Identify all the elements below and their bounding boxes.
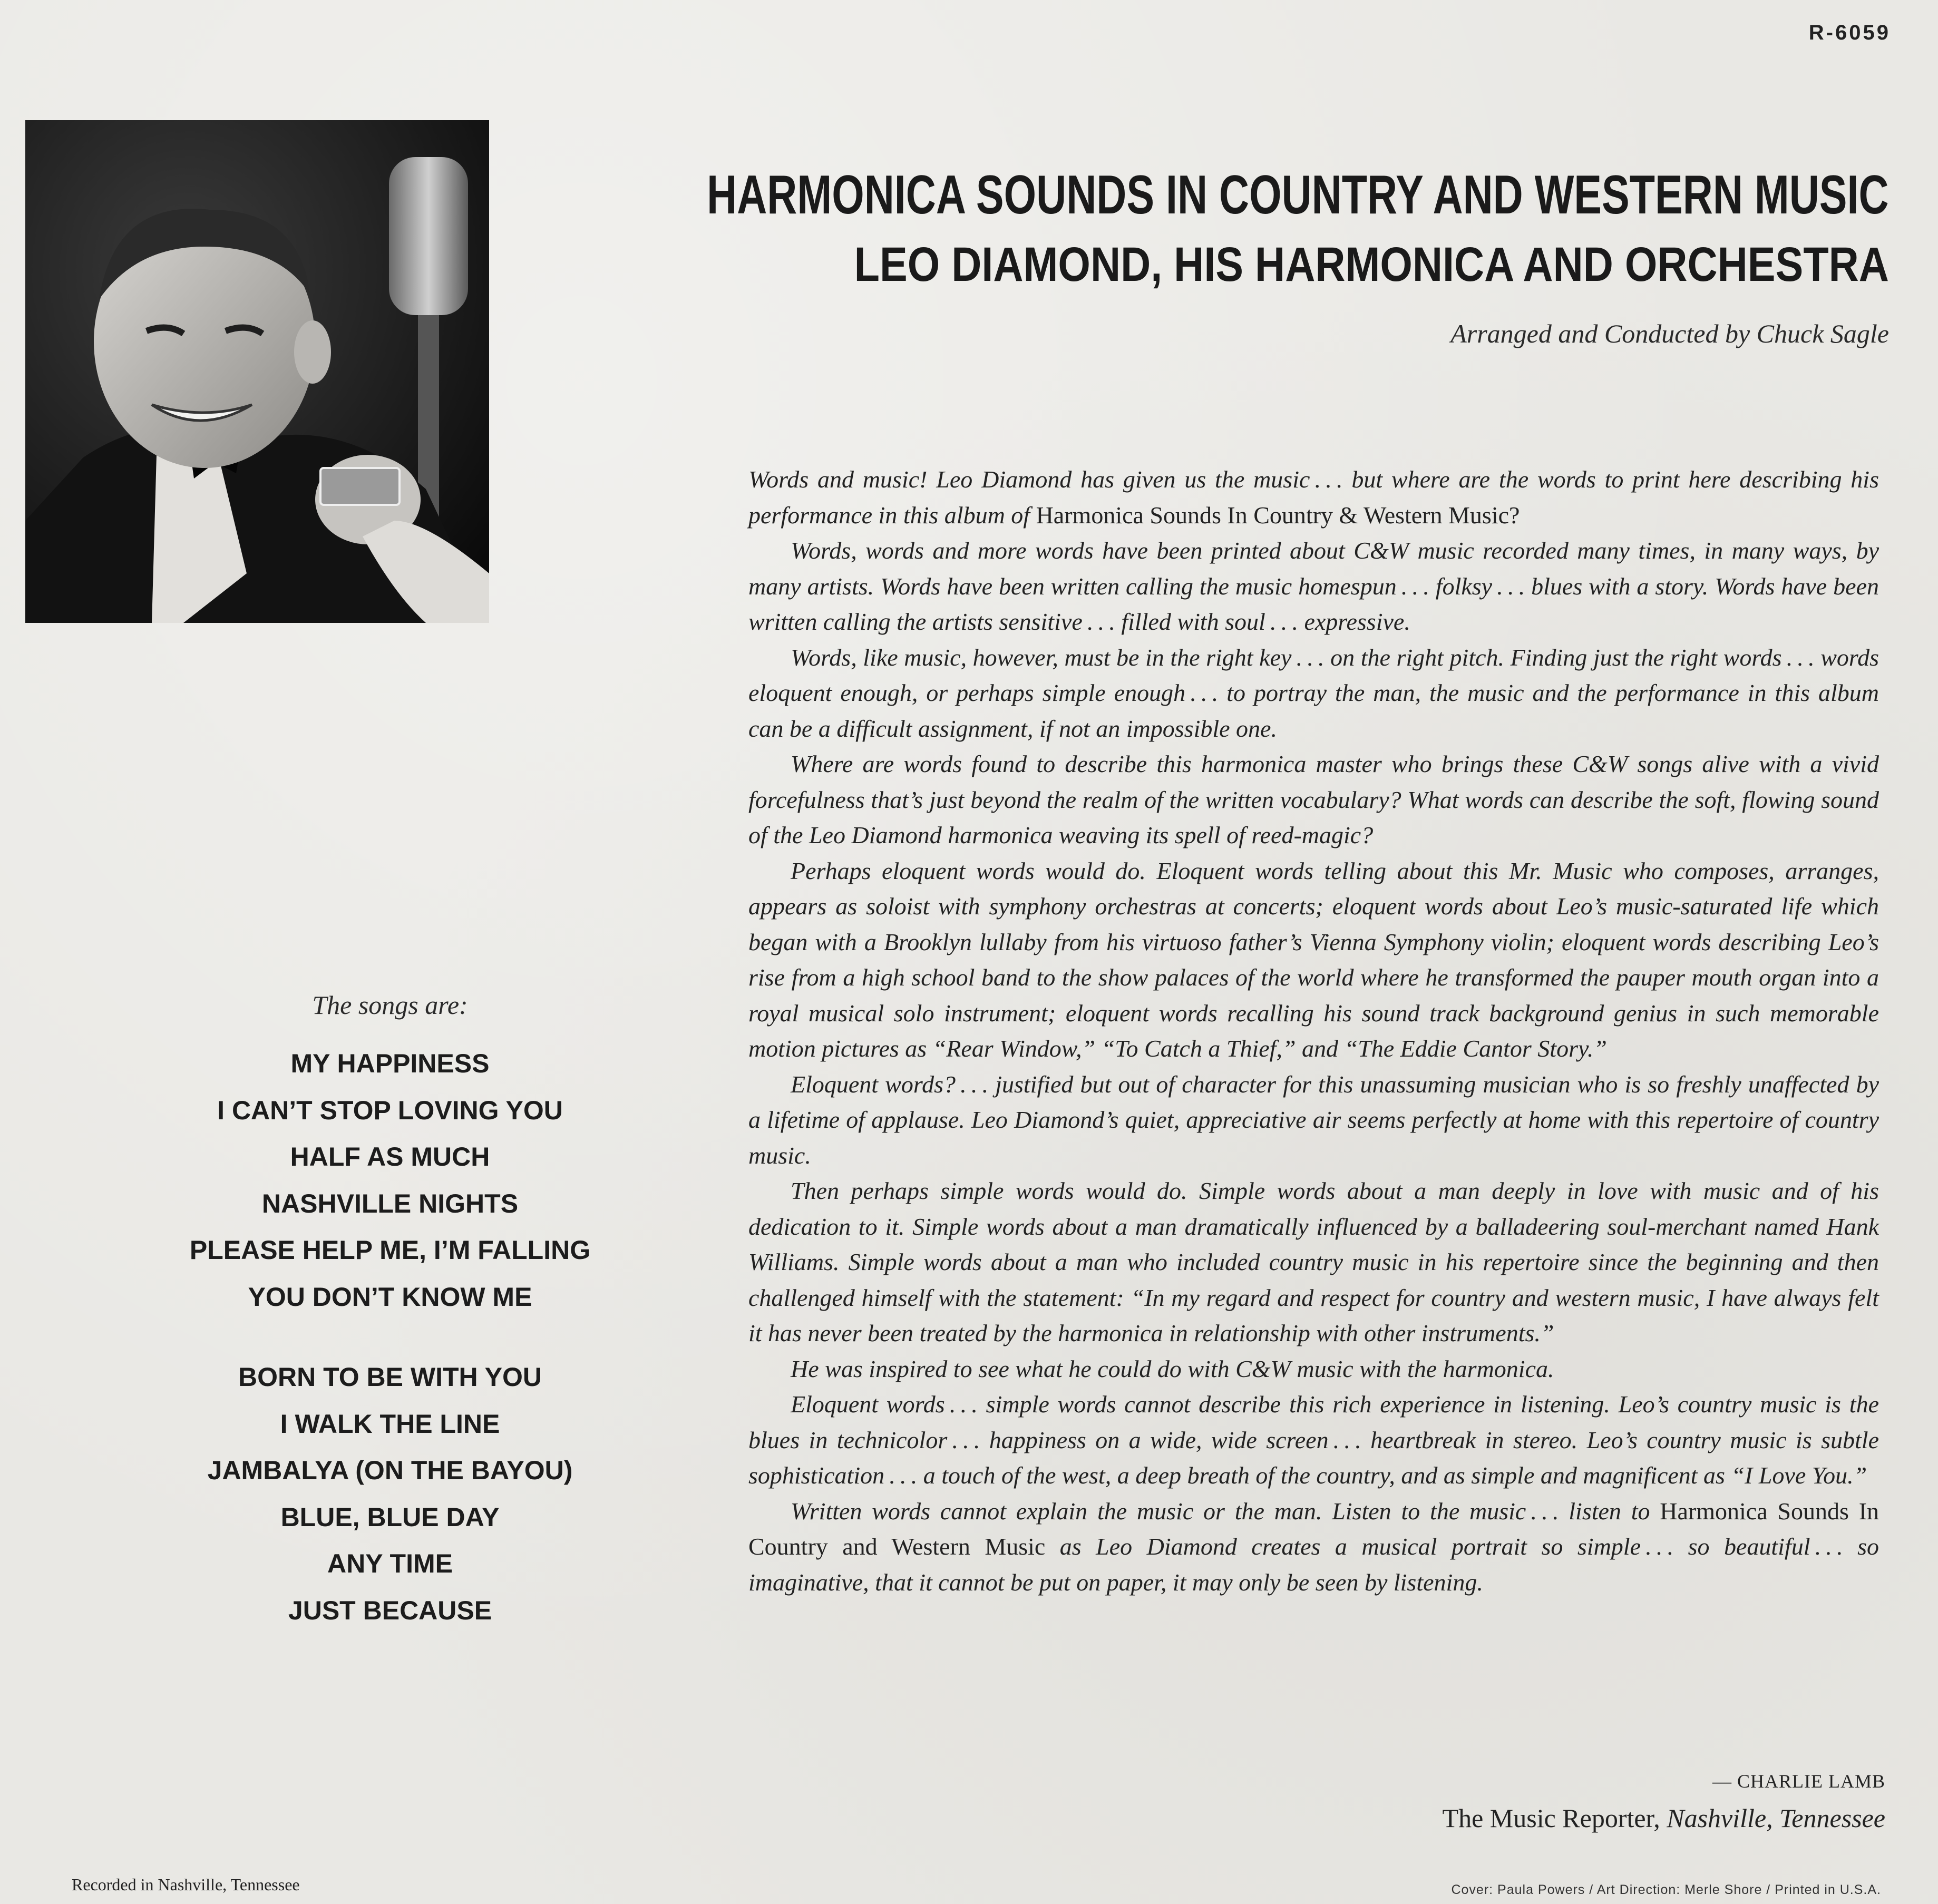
notes-signature [1443,1763,1885,1837]
song-title: BORN TO BE WITH YOU [238,1362,542,1392]
song-title: BLUE, BLUE DAY [280,1502,500,1532]
artist-photo [25,120,489,623]
artist-subtitle: LEO DIAMOND, HIS HARMONICA AND ORCHESTRA [854,238,1889,291]
notes-paragraph: Where are words found to describe this harmonica master who brings these C&W songs alive with a vivid forcefulness that’s just beyond the realm of the written vocabulary? What words can describe the soft, flowing sound of the Leo Diamond harmonica weaving its spell of reed-magic? [748,750,1879,848]
side-divider [169,1324,611,1358]
song-title: HALF AS MUCH [290,1142,490,1171]
notes-paragraph [748,1493,1879,1600]
notes-text: Written words cannot explain the music or the man. Listen to the music . . . listen to [791,1497,1660,1525]
catalog-number: R-6059 [1808,21,1891,44]
album-title-reference: Harmonica Sounds In Country & Western Music? [1036,501,1520,529]
song-list [169,987,611,1638]
song-title: MY HAPPINESS [290,1049,490,1078]
song-title: I WALK THE LINE [280,1409,500,1439]
notes-paragraph: Eloquent words? . . . justified but out of character for this unassuming musician who is so freshly unaffected by a lifetime of applause. Leo Diamond’s quiet, appreciative air seems perfectly at home with this repertoire of country music. [748,1070,1879,1169]
album-title-reference: Harmonica Sounds In Country and Western Music [748,1497,1879,1560]
notes-paragraph [748,462,1879,533]
song-list-heading: The songs are: [312,990,468,1020]
notes-paragraph: Perhaps eloquent words would do. Eloquent words telling about this Mr. Music who composes, arranges, appears as soloist with symphony orchestras at concerts; eloquent words about Leo’s music-saturated life which began with a Brooklyn lullaby from his virtuoso father’s Vienna Symphony violin; eloquent words describing Leo’s rise from a high school band to the show palaces of the world where he transformed the pauper mouth organ into a royal musical solo instrument; eloquent words recalling his sound track background genius in such memorable motion pictures as “Rear Window,” “To Catch a Thief,” and “The Eddie Cantor Story.” [748,857,1879,1062]
notes-text: Words and music! Leo Diamond has given us the music . . . but where are the words to print here describing his performance in this album of [748,466,1879,529]
song-title: PLEASE HELP ME, I’M FALLING [189,1235,591,1265]
publication-location: Nashville, Tennessee [1667,1803,1885,1833]
notes-paragraph: Words, like music, however, must be in the right key . . . on the right pitch. Finding just the right words . . . words eloquent enough, or perhaps simple enough . . . to portray the man, the music and the performance in this album can be a difficult assignment, if not an impossible one. [748,643,1879,742]
artist-photo-illustration [25,120,489,623]
arranger-credit: Arranged and Conducted by Chuck Sagle [1450,319,1889,348]
liner-notes [748,462,1879,1600]
song-title: JUST BECAUSE [288,1595,492,1625]
song-title: NASHVILLE NIGHTS [261,1188,519,1218]
notes-paragraph: Then perhaps simple words would do. Simple words about a man deeply in love with music and of his dedication to it. Simple words about a man dramatically influenced by a balladeering soul-merchant named Hank Williams. Simple words about a man who included country music in his repertoire since the beginning and then challenged himself with the statement: “In my regard and respect for country and western music, I have always felt it has never been treated by the harmonica in relationship with other instruments.” [748,1177,1879,1346]
signature-name: — CHARLIE LAMB [1712,1771,1885,1792]
album-title: HARMONICA SOUNDS IN COUNTRY AND WESTERN MUSIC [707,164,1889,226]
signature-publication [1443,1800,1885,1837]
song-title: I CAN’T STOP LOVING YOU [217,1095,563,1125]
song-title: ANY TIME [327,1549,453,1578]
recording-location: Recorded in Nashville, Tennessee [72,1875,300,1894]
publication-name: The Music Reporter, [1442,1803,1660,1833]
production-credits: Cover: Paula Powers / Art Direction: Merle Shore / Printed in U.S.A. [1451,1882,1881,1897]
notes-paragraph: Eloquent words . . . simple words cannot describe this rich experience in listening. Leo’s country music is the blues in technicolor . . . happiness on a wide, wide screen . . . heartbreak in stereo. Leo’s country music is subtle sophistication . . . a touch of the west, a deep breath of the country, and as simple and magnificent as “I Love You.” [748,1391,1879,1489]
song-title: YOU DON’T KNOW ME [248,1282,532,1312]
song-title: JAMBALYA (ON THE BAYOU) [207,1456,573,1485]
notes-paragraph: Words, words and more words have been printed about C&W music recorded many times, in many ways, by many artists. Words have been written calling the music homespun . . . folksy . . . blues with a story. Words have been written calling the artists sensitive . . . filled with soul . . . expressive. [748,537,1879,635]
notes-paragraph: He was inspired to see what he could do with C&W music with the harmonica. [791,1355,1554,1382]
notes-text: as Leo Diamond creates a musical portrait so simple . . . so beautiful . . . so imaginative, that it cannot be put on paper, it may only be seen by listening. [748,1533,1879,1596]
